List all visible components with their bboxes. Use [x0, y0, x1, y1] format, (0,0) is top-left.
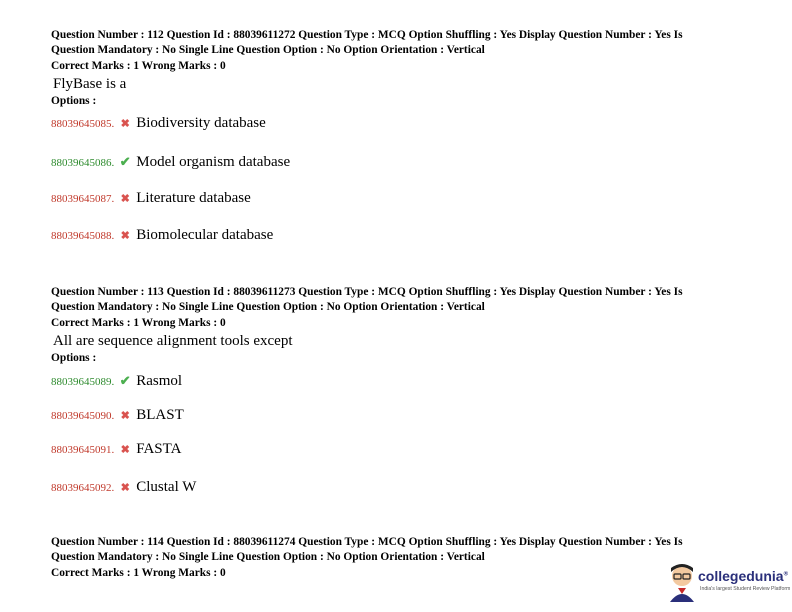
question-meta-line1: Question Number : 114 Question Id : 88039611274 Question Type : MCQ Option Shuffling : Yes Display Question Number : Yes Is [51, 536, 683, 548]
logo-wordmark: collegedunia® [698, 568, 788, 584]
logo-tagline: India's largest Student Review Platform [700, 586, 791, 592]
cross-icon: ✖ [120, 482, 130, 494]
cross-icon: ✖ [120, 118, 130, 130]
options-label: Options : [51, 95, 97, 107]
option-text: Rasmol [136, 373, 183, 389]
option-text: Literature database [136, 190, 251, 206]
cross-icon: ✖ [120, 230, 130, 242]
question-marks: Correct Marks : 1 Wrong Marks : 0 [51, 60, 226, 72]
cross-icon: ✖ [120, 193, 130, 205]
options-label: Options : [51, 352, 97, 364]
collegedunia-logo [666, 562, 791, 602]
question-meta-line1: Question Number : 113 Question Id : 88039611273 Question Type : MCQ Option Shuffling : Yes Display Question Number : Yes Is [51, 286, 683, 298]
option-item [51, 407, 184, 424]
question-text: FlyBase is a [53, 76, 127, 92]
option-item [51, 479, 196, 496]
question-marks: Correct Marks : 1 Wrong Marks : 0 [51, 567, 226, 579]
option-text: BLAST [136, 407, 184, 423]
check-icon: ✔ [119, 373, 131, 388]
option-item [51, 441, 181, 458]
question-block [51, 535, 751, 580]
option-text: Model organism database [136, 154, 291, 170]
question-block [51, 285, 751, 365]
question-meta-line1: Question Number : 112 Question Id : 88039611272 Question Type : MCQ Option Shuffling : Yes Display Question Number : Yes Is [51, 29, 683, 41]
question-marks: Correct Marks : 1 Wrong Marks : 0 [51, 317, 226, 329]
option-text: FASTA [136, 441, 182, 457]
option-item [51, 115, 266, 132]
question-block [51, 28, 751, 108]
option-item [51, 190, 251, 207]
question-meta-line2: Question Mandatory : No Single Line Question Option : No Option Orientation : Vertical [51, 300, 485, 313]
question-text: All are sequence alignment tools except [53, 333, 293, 349]
question-meta-line2: Question Mandatory : No Single Line Question Option : No Option Orientation : Vertical [51, 43, 485, 56]
option-id: 88039645085. [51, 118, 115, 130]
option-id: 88039645086. [51, 157, 115, 169]
option-id: 88039645091. [51, 444, 115, 456]
option-id: 88039645087. [51, 193, 115, 205]
cross-icon: ✖ [120, 410, 130, 422]
option-id: 88039645088. [51, 230, 115, 242]
option-text: Biomolecular database [136, 227, 274, 243]
cross-icon: ✖ [120, 444, 130, 456]
question-meta-line2: Question Mandatory : No Single Line Question Option : No Option Orientation : Vertical [51, 550, 485, 563]
option-item [51, 154, 290, 171]
option-item [51, 227, 273, 244]
option-id: 88039645092. [51, 482, 115, 494]
option-id: 88039645089. [51, 376, 115, 388]
mascot-icon [666, 562, 698, 602]
option-item [51, 373, 182, 390]
option-id: 88039645090. [51, 410, 115, 422]
check-icon: ✔ [119, 154, 131, 169]
option-text: Biodiversity database [136, 115, 266, 131]
option-text: Clustal W [136, 479, 197, 495]
